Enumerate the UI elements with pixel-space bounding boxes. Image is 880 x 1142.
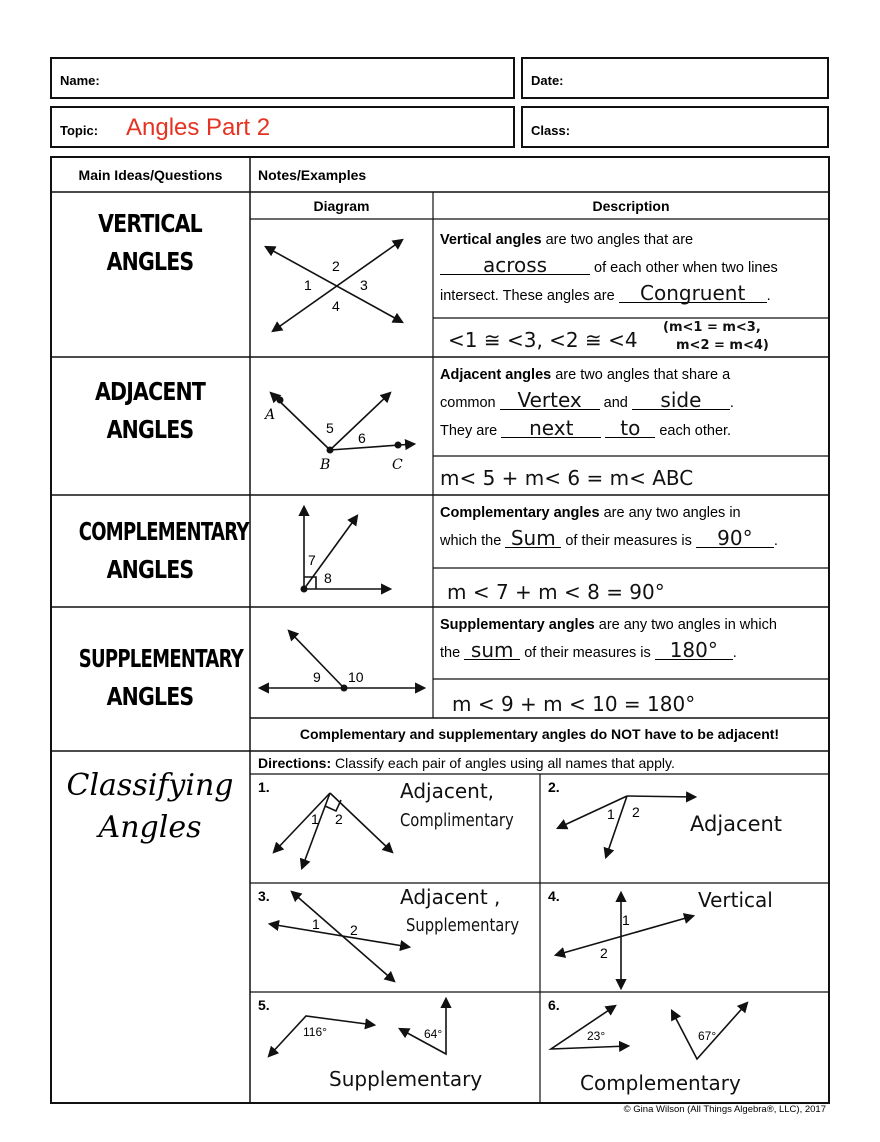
description-header: Description — [592, 198, 670, 214]
adjacent-label-6: 6 — [358, 430, 366, 446]
problem-4-label-1: 1 — [622, 912, 630, 928]
diagram-header: Diagram — [313, 198, 370, 214]
classifying-title-2: Angles — [98, 810, 202, 845]
complementary-blank-1: Sum — [505, 529, 561, 548]
problem-2-label-1: 1 — [607, 806, 615, 822]
problem-4-answer-1: Vertical — [698, 888, 773, 912]
complementary-label-7: 7 — [308, 552, 316, 568]
adjacent-blank-3: next — [501, 419, 601, 438]
problem-3-label-2: 2 — [350, 922, 358, 938]
problem-6-number: 6. — [548, 997, 560, 1013]
supplementary-desc-3: of their measures is — [524, 645, 651, 661]
complementary-description — [440, 499, 825, 555]
vertical-example-2a: (m<1 = m<3, — [663, 320, 761, 335]
adjacent-desc-and: and — [603, 395, 628, 411]
problem-1-label-1: 1 — [311, 811, 319, 827]
adjacent-desc-4: each other. — [659, 423, 732, 439]
vertical-desc-2: of each other when two lines — [594, 260, 778, 276]
problem-1-label-2: 2 — [335, 811, 343, 827]
problem-2-label-2: 2 — [632, 804, 640, 820]
supplementary-desc-2: the — [440, 645, 461, 661]
adjacent-label-b: B — [320, 457, 331, 473]
supplementary-description — [440, 611, 825, 667]
problem-4-number: 4. — [548, 888, 560, 904]
problem-6-label-1: 23° — [587, 1029, 606, 1043]
complementary-title-1: COMPLEMENTARY — [78, 517, 249, 546]
problem-4-label-2: 2 — [600, 945, 608, 961]
name-box — [50, 57, 515, 99]
problem-3-answer-2: Supplementary — [406, 915, 520, 936]
vertical-label-2: 2 — [332, 258, 340, 274]
vertical-example-2b: m<2 = m<4) — [676, 338, 769, 353]
adjacent-title-1: ADJACENT — [94, 377, 206, 406]
complementary-title-2: ANGLES — [106, 555, 194, 584]
problem-6-label-2: 67° — [698, 1029, 717, 1043]
date-label: Date: — [531, 73, 564, 88]
class-label: Class: — [531, 123, 571, 138]
vertical-label-4: 4 — [332, 298, 340, 314]
problem-2-number: 2. — [548, 779, 560, 795]
problem-5-label-2: 64° — [424, 1027, 443, 1041]
directions-text: Classify each pair of angles using all names that apply. — [335, 755, 675, 771]
complementary-blank-2: 90° — [696, 529, 774, 548]
problem-2-answer-1: Adjacent — [690, 812, 783, 836]
topic-value: Angles Part 2 — [126, 114, 271, 141]
vertical-title-2: ANGLES — [106, 247, 194, 276]
problem-3-answer-1: Adjacent , — [400, 885, 501, 909]
supplementary-desc-1: are any two angles in which — [598, 617, 777, 633]
complementary-desc-end: . — [773, 533, 778, 549]
adjacent-desc-2: common — [440, 395, 496, 411]
problem-1-answer-1: Adjacent, — [400, 779, 495, 803]
adjacent-label-c: C — [392, 457, 403, 473]
adjacency-note: Complementary and supplementary angles do NOT have to be adjacent! — [299, 726, 780, 742]
date-box — [521, 57, 829, 99]
vertical-description — [440, 226, 825, 310]
supplementary-blank-1: sum — [464, 641, 520, 660]
problem-5-label-1: 116° — [303, 1025, 327, 1039]
copyright-footer: © Gina Wilson (All Things Algebra®, LLC), 2017 — [623, 1104, 826, 1115]
classifying-title-1: Classifying — [66, 768, 234, 803]
vertical-example: <1 ≅ <3, <2 ≅ <4 — [448, 328, 638, 352]
adjacent-example: m< 5 + m< 6 = m< ABC — [440, 466, 694, 490]
supplementary-title-2: ANGLES — [106, 682, 194, 711]
name-label: Name: — [60, 73, 100, 88]
problem-6-answer-1: Complementary — [580, 1071, 741, 1095]
adjacent-desc-3: They are — [440, 423, 498, 439]
problem-5-number: 5. — [258, 997, 270, 1013]
adjacent-description — [440, 361, 825, 445]
adjacent-blank-2: side — [632, 391, 730, 410]
complementary-desc-1: are any two angles in — [603, 505, 741, 521]
vertical-desc-end: . — [766, 288, 771, 304]
problem-5-answer-1: Supplementary — [329, 1067, 483, 1091]
supplementary-label-10: 10 — [348, 669, 364, 685]
topic-label: Topic: — [60, 123, 99, 138]
vertical-blank-2: Congruent — [619, 284, 767, 303]
adjacent-desc-end: . — [729, 395, 734, 411]
supplementary-term: Supplementary angles — [440, 617, 595, 633]
class-box — [521, 106, 829, 148]
main-ideas-header: Main Ideas/Questions — [78, 167, 223, 183]
topic-box — [50, 106, 515, 148]
adjacent-label-5: 5 — [326, 420, 334, 436]
vertical-blank-1: across — [440, 256, 590, 275]
supplementary-label-9: 9 — [313, 669, 321, 685]
adjacent-title-2: ANGLES — [106, 415, 194, 444]
complementary-desc-2: which the — [440, 533, 502, 549]
notes-header: Notes/Examples — [258, 167, 367, 183]
vertical-label-1: 1 — [304, 277, 312, 293]
adjacent-desc-1: are two angles that share a — [555, 367, 731, 383]
complementary-desc-3: of their measures is — [565, 533, 692, 549]
problem-3-number: 3. — [258, 888, 270, 904]
adjacent-term: Adjacent angles — [440, 367, 552, 383]
supplementary-title-1: SUPPLEMENTARY — [78, 644, 244, 673]
supplementary-desc-end: . — [732, 645, 737, 661]
directions-label: Directions: — [258, 755, 332, 771]
adjacent-blank-4: to — [605, 419, 655, 438]
adjacent-label-a: A — [265, 407, 276, 423]
adjacent-blank-1: Vertex — [500, 391, 600, 410]
supplementary-example: m < 9 + m < 10 = 180° — [452, 692, 696, 716]
problem-3-label-1: 1 — [312, 916, 320, 932]
complementary-term: Complementary angles — [440, 505, 600, 521]
vertical-label-3: 3 — [360, 277, 368, 293]
vertical-term: Vertical angles — [440, 232, 542, 248]
vertical-title-1: VERTICAL — [98, 209, 202, 238]
supplementary-blank-2: 180° — [655, 641, 733, 660]
complementary-example: m < 7 + m < 8 = 90° — [447, 580, 665, 604]
complementary-label-8: 8 — [324, 570, 332, 586]
problem-1-answer-2: Complimentary — [400, 810, 514, 831]
problem-1-number: 1. — [258, 779, 270, 795]
vertical-desc-3: intersect. These angles are — [440, 288, 615, 304]
vertical-desc-1: are two angles that are — [545, 232, 694, 248]
directions — [258, 755, 675, 771]
